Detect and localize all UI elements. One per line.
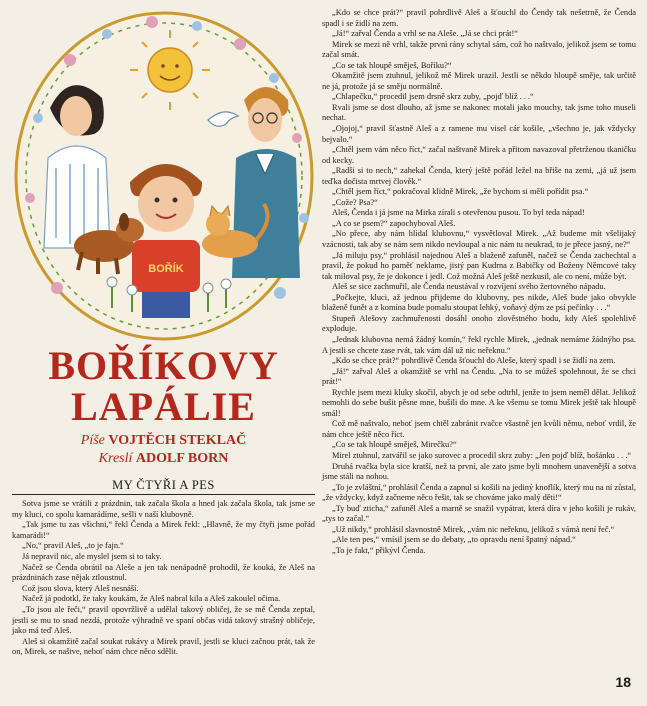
paragraph: Sotva jsme se vrátili z prázdnin, tak začala škola a hned jak začala škola, tak jsme se my kluci, co spolu kamarádíme, sešli v naší klubovně. — [12, 499, 315, 519]
paragraph: Já nepravil nic, ale myslel jsem si to taky. — [22, 551, 162, 561]
credits — [12, 432, 315, 468]
paragraph: „Já!“ zařval Aleš a okamžitě se vrhl na Čendu. „Na to se můžeš spolehnout, že se chci prát!“ — [322, 366, 636, 387]
paragraph: „To je fakt,“ přikývl Čenda. — [332, 545, 426, 555]
author-name: VOJTĚCH STEKLAČ — [108, 433, 247, 448]
right-body-text — [322, 8, 636, 556]
page-number: 18 — [615, 674, 631, 690]
left-body-text — [12, 499, 315, 658]
paragraph: „Tak jsme tu zas všichni,“ řekl Čenda a Mirek řekl: „Hlavně, že my čtyři jsme pořád kamarádi!“ — [12, 520, 315, 540]
paragraph: Rychle jsem mezi kluky skočil, abych je od sebe odtrhl, jenže to jsem neměl dělat. Jelikož nemohli do sebe bušit pěsne mne, bušili do mne. A ke všemu se tomu Mirek ještě tak hloupě smál! — [322, 387, 636, 418]
chapter-title: MY ČTYŘI A PES — [12, 478, 315, 495]
title-line-2: LAPÁLIE — [71, 384, 256, 429]
paragraph: Což jsou slova, který Aleš nesnáší. — [22, 583, 139, 593]
paragraph: „Jednak klubovna nemá žádný komín,“ řekl rychle Mirek, „jednak nemáme žádnýho psa. A jestli se chcete zase rvát, tak vám dál už nic neřeknu.“ — [322, 334, 636, 355]
paragraph: „Chtěl jsem říct,“ pokračoval klidně Mirek, „že bychom si měli pořídit psa.“ — [332, 187, 589, 197]
paragraph: Což mě naštvalo, neboť jsem chtěl zabránit rvačce všastně jen kvůli němu, neboť vrdil, že nám chce ještě něco říct. — [322, 419, 636, 439]
paragraph: Okamžitě jsem ztuhnul, jelikož mě Mirek urazil. Jestli se někdo hloupě směje, tak určitě ne já, protože já se směju normálně. — [322, 71, 636, 91]
author-credit — [12, 432, 315, 450]
paragraph: Mirek se mezi ně vrhl, takže prvnì rány schytal sám, což ho naštvalo, jelikož jsem se tomu začal smát. — [322, 39, 636, 60]
paragraph: Rvali jsme se dost dlouho, až jsme se nakonec motali jako mouchy, tak jsme toho museli nechat. — [322, 102, 636, 123]
paragraph: Druhá rvačka byla sice kratší, než ta první, ale zato jsme byli mnohem unavenější a sotva jsme stáli na nohou. — [322, 461, 636, 482]
paragraph: „No,“ pravil Aleš, „to je fajn.“ — [22, 541, 124, 551]
paragraph: „Co se tak hloupě směješ, Mirečku?“ — [332, 440, 457, 450]
woman-figure — [44, 85, 110, 248]
paragraph: „A co se psem?“ zapochyboval Aleš. — [332, 218, 456, 228]
paragraph: „Ojojoj,“ pravil šťastně Aleš a z ramene mu visel cár košile, „všechno je, jak vždycky bejvalo.“ — [322, 124, 636, 144]
paragraph: Aleš se sice zachmuřil, ale Čenda neustával v rozvíjení svého žertovného nápadu. — [332, 282, 606, 292]
paragraph: Načež se Čenda obrátil na Aleše a jen tak nenápadně prohodil, že kouká, že Aleš na prázdninách zase nějak ztloustnul. — [12, 562, 315, 583]
paragraph: Aleš si okamžitě začal soukat rukávy a Mirek pravil, jestli se kluci začnou prát, tak že on, Mirek, se naštve, neboť nám chce něco sdělit. — [12, 636, 315, 657]
author-role: Píše — [80, 433, 105, 448]
illustrator-name: ADOLF BORN — [135, 451, 229, 466]
illustrator-credit — [12, 450, 315, 468]
paragraph: „Kdo se chce prát?“ pravil pohrdlivě Aleš a šťouchl do Čendy tak nešetrně, že Čenda spadl i se židlí na zem. — [322, 8, 636, 28]
book-title — [12, 345, 315, 427]
paragraph: „Kdo se chce prát?“ pohrdlivě Čenda šťouchl do Aleše, který spadl i se židlí na zem. — [332, 356, 616, 366]
paragraph: „Ty buď zticha,“ zafuněl Aleš a marně se snažil vypátrat, která díra v jeho košili je rukáv, „tys to začal.“ — [322, 503, 636, 524]
paragraph: „Chtěl jsem vám něco říct,“ začal naštvaně Mirek a přitom navazoval přetrženou tkaničku od kecky. — [322, 145, 636, 165]
title-line-1: BOŘÍKOVY — [48, 343, 279, 388]
paragraph: „Už nikdy,“ prohlásil slavnostně Mirek, „vám nic neřeknu, jelikož s vámà není řeč.“ — [332, 524, 615, 534]
paragraph: „Radši si to nech,“ zahekal Čenda, který ještě pořád ležel na břiše na zemi, „já už jsem teďka dočista mrtvej člověk.“ — [322, 166, 636, 186]
shirt-label: BOŘÍK — [148, 263, 184, 275]
paragraph: „Ale ten pes,“ vmísil jsem se do debaty, „to opravdu není špatný nápad.“ — [332, 535, 576, 545]
paragraph: „Chlapečku,“ procedil jsem drsně skrz zuby, „pojď blíž . . .“ — [332, 92, 534, 102]
title-illustration — [12, 8, 315, 343]
paragraph: Mirel ztuhnul, zatvářil se jako surovec a procedil skrz zuby: „Jen pojď blíž, hošánku . . .“ — [332, 450, 632, 460]
left-column — [12, 8, 315, 658]
right-column — [322, 8, 636, 556]
paragraph: Aleš, Čenda i já jsme na Mirka zírali s otevřenou pusou. To byl teda nápad! — [332, 208, 585, 218]
paragraph: „Já miluju psy,“ prohlásil najednou Aleš a blaženě zafuněl, načež se Čenda zachechtal a pravil, že pokud ho paměť neklame, jistý pan Kudrna z Babičky od Boženy Němcové taky tak miloval psy, že je dokonce i jedl. Což možná Aleš ještě nezkusil, ale co není, může být. — [322, 250, 636, 281]
paragraph: „Co se tak hloupě směješ, Boříku?“ — [332, 60, 452, 70]
paragraph: „Cože? Psa?“ — [332, 197, 378, 207]
paragraph: „To je zvláštní,“ prohlásil Čenda a zapnul si košili na jediný knoflík, který mu na ní zůstal, „že vždycky, když začneme něco řešit, tak se chováme jako malý děti!“ — [322, 482, 636, 503]
paragraph: „Počkejte, kluci, až jednou přijdeme do klubovny, pes nikde, Aleš bude jako obvykle blaženě funět a z komína bude pomalu stoupat lehký, voňavý dým ze psí pečínky . . .“ — [322, 292, 636, 313]
paragraph: „Já!“ zařval Čenda a vrhl se na Aleše. „Já se chci prát!“ — [332, 29, 519, 39]
illustrator-role: Kreslí — [98, 451, 133, 466]
paragraph: Stupeň Alešovy zachmuřenosti dosáhl onoho zlověstného bodu, kdy Aleš spolehlivě exploduje. — [322, 313, 636, 334]
paragraph: „No přece, aby nám hlídal klubovnu,“ vysvětloval Mirek. „Až budeme mít všelijaký vzácnosti, tak aby se nám sem nikdo nevloupal a nic nám tu neukrad, to je přece jasný, ne?“ — [322, 229, 636, 250]
paragraph: „To jsou ale řeči,“ pravil opovržlivě a udělal takový obličej, že se mě Čenda zeptal, jestli se mu to snad nezdá, protože výhradně ve spaní občas vidá takový strašný obličeje, jako má teď Aleš. — [12, 604, 315, 636]
paragraph: Načež já podotkl, že taky koukám, že Aleš nabral kila a Aleš zakoulel očima. — [22, 594, 281, 604]
